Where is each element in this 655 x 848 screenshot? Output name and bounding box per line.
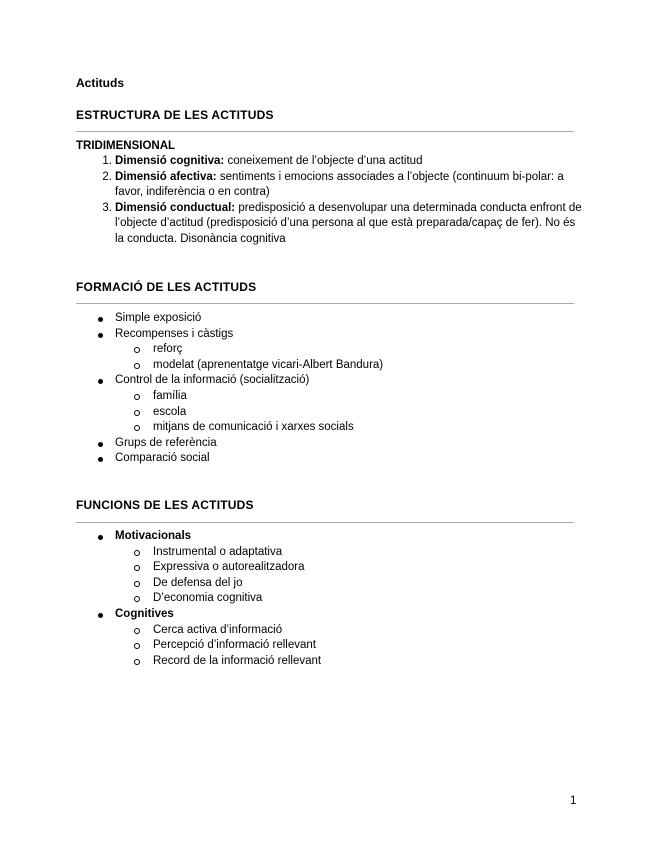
list-item xyxy=(76,436,586,452)
item-text: Control de la informació (socialització) xyxy=(115,374,310,387)
list-number: 3. xyxy=(102,201,112,214)
subheading-tridimensional: TRIDIMENSIONAL xyxy=(76,140,176,152)
sub-list-item xyxy=(76,623,586,639)
circle-bullet-icon xyxy=(134,347,140,353)
list-item xyxy=(76,201,586,248)
circle-bullet-icon xyxy=(134,581,140,587)
item-text: Expressiva o autorealitzadora xyxy=(153,561,305,574)
sub-list-item xyxy=(76,545,586,561)
bullet-icon xyxy=(98,333,103,338)
circle-bullet-icon xyxy=(134,410,140,416)
circle-bullet-icon xyxy=(134,425,140,431)
sub-list-item xyxy=(76,358,586,374)
circle-bullet-icon xyxy=(134,643,140,649)
bullet-list xyxy=(76,311,586,467)
bullet-icon xyxy=(98,535,103,540)
list-item xyxy=(76,607,586,623)
item-text: escola xyxy=(153,405,187,418)
heading-funcions: FUNCIONS DE LES ACTITUDS xyxy=(76,498,254,512)
circle-bullet-icon xyxy=(134,659,140,665)
item-term: Dimensió conductual: xyxy=(115,201,236,214)
list-item xyxy=(76,154,586,170)
item-text: família xyxy=(153,389,187,402)
sub-list-item xyxy=(76,576,586,592)
list-item xyxy=(76,529,586,545)
item-text: Percepció d’informació rellevant xyxy=(153,639,316,652)
bullet-icon xyxy=(98,379,103,384)
item-text: De defensa del jo xyxy=(153,576,243,589)
divider xyxy=(76,303,574,304)
divider xyxy=(76,522,574,523)
item-text: Instrumental o adaptativa xyxy=(153,545,283,558)
bullet-icon xyxy=(98,613,103,618)
sub-list-item xyxy=(76,638,586,654)
bullet-icon xyxy=(98,317,103,322)
item-text: mitjans de comunicació i xarxes socials xyxy=(153,421,354,434)
item-text: Record de la informació rellevant xyxy=(153,654,322,667)
circle-bullet-icon xyxy=(134,394,140,400)
item-text: Simple exposició xyxy=(115,312,202,324)
item-text: Cognitives xyxy=(115,607,174,620)
bullet-icon xyxy=(98,457,103,462)
item-text: Comparació social xyxy=(115,452,210,465)
page-number: 1 xyxy=(570,795,577,807)
circle-bullet-icon xyxy=(134,565,140,571)
sub-list-item xyxy=(76,560,586,576)
item-text: Cerca activa d’informació xyxy=(153,623,283,636)
item-text: sentiments i emocions associades a l’objecte (continuum bi-polar: a favor, indiferència o en contra) xyxy=(115,170,564,199)
circle-bullet-icon xyxy=(134,363,140,369)
list-item xyxy=(76,327,586,343)
document-title: Actituds xyxy=(76,76,124,90)
sub-list-item xyxy=(76,420,586,436)
item-text: coneixement de l’objecte d’una actitud xyxy=(224,155,423,167)
item-term: Dimensió afectiva: xyxy=(115,170,217,183)
divider xyxy=(76,131,574,132)
item-text: modelat (aprenentatge vicari-Albert Bandura) xyxy=(153,358,384,371)
item-term: Dimensió cognitiva: xyxy=(115,155,225,167)
list-item xyxy=(76,373,586,389)
bullet-icon xyxy=(98,442,103,447)
item-text: D’economia cognitiva xyxy=(153,592,263,605)
list-item xyxy=(76,311,586,327)
heading-estructura: ESTRUCTURA DE LES ACTITUDS xyxy=(76,108,274,122)
bullet-list xyxy=(76,529,586,669)
sub-list-item xyxy=(76,591,586,607)
list-item xyxy=(76,451,586,467)
item-text: reforç xyxy=(153,343,183,356)
numbered-list xyxy=(76,154,586,248)
circle-bullet-icon xyxy=(134,628,140,634)
list-number: 1. xyxy=(102,155,112,167)
circle-bullet-icon xyxy=(134,550,140,556)
sub-list-item xyxy=(76,342,586,358)
list-item xyxy=(76,170,586,201)
heading-formacio: FORMACIÓ DE LES ACTITUDS xyxy=(76,280,257,294)
circle-bullet-icon xyxy=(134,596,140,602)
sub-list-item xyxy=(76,654,586,670)
item-text: Recompenses i càstigs xyxy=(115,327,234,340)
sub-list-item xyxy=(76,389,586,405)
item-text: predisposició a desenvolupar una determinada conducta enfront de l’objecte d’actitud (predisposició d’una persona al que està preparada/capaç de fer). No és la conducta. Disonància cognitiva xyxy=(115,201,582,245)
sub-list-item xyxy=(76,405,586,421)
item-text: Motivacionals xyxy=(115,530,192,542)
item-text: Grups de referència xyxy=(115,436,217,449)
list-number: 2. xyxy=(102,170,112,183)
